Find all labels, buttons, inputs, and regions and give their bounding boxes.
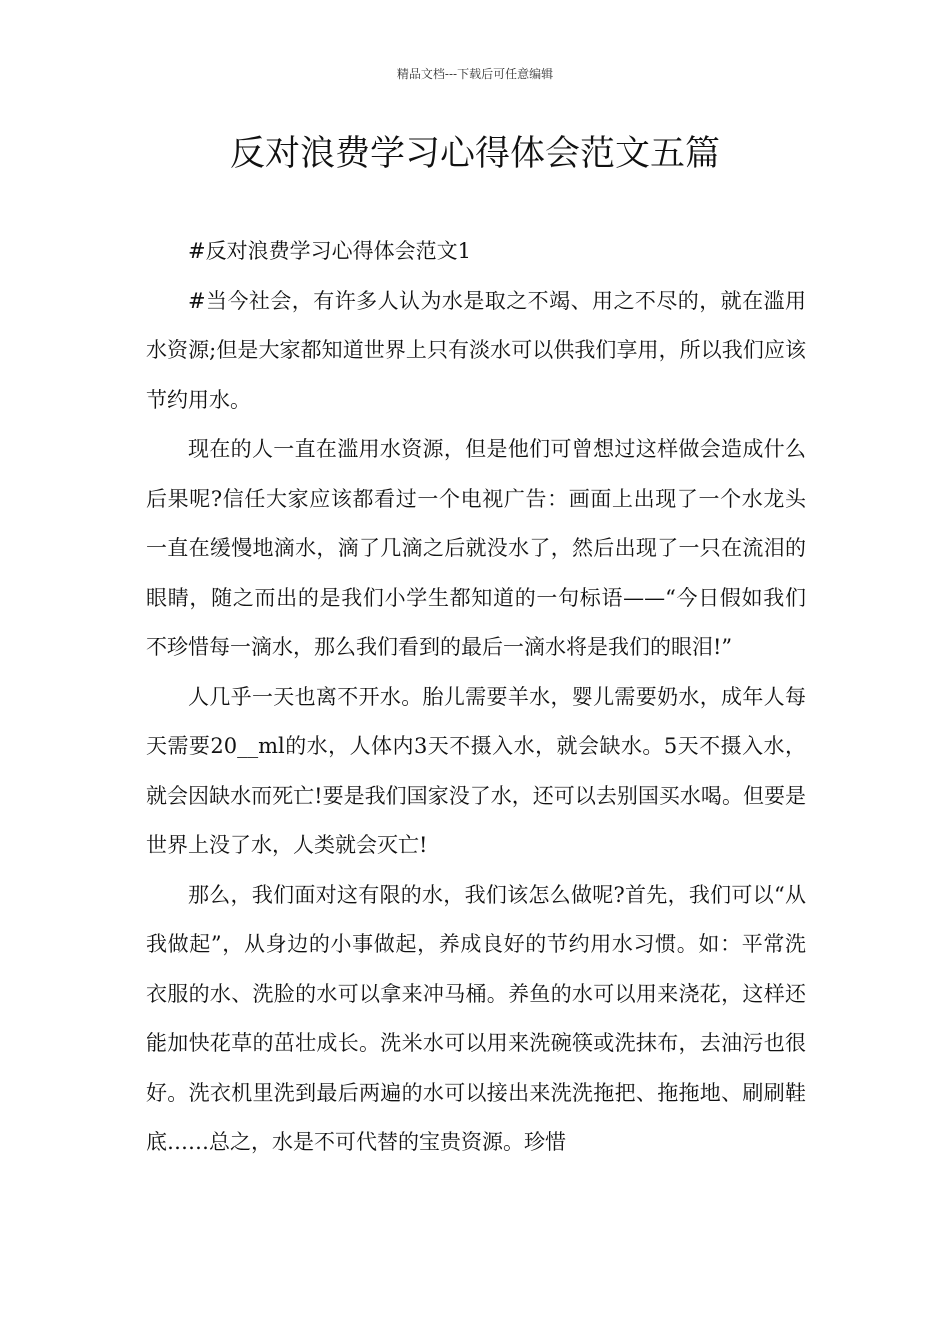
paragraph-1: #当今社会，有许多人认为水是取之不竭、用之不尽的，就在滥用水资源;但是大家都知道世界上只有淡水可以供我们享用，所以我们应该节约用水。 xyxy=(146,288,806,412)
document-title: 反对浪费学习心得体会范文五篇 xyxy=(229,134,720,174)
document-body xyxy=(146,227,806,1168)
paragraph-2: 现在的人一直在滥用水资源，但是他们可曾想过这样做会造成什么后果呢?信任大家应该都看过一个电视广告：画面上出现了一个水龙头一直在缓慢地滴水，滴了几滴之后就没水了，然后出现了一只在流泪的眼睛，随之而出的是我们小学生都知道的一句标语——“今日假如我们不珍惜每一滴水，那么我们看到的最后一滴水将是我们的眼泪!” xyxy=(146,437,806,659)
paragraph-section-heading: #反对浪费学习心得体会范文1 xyxy=(188,239,471,263)
paragraph-3: 人几乎一天也离不开水。胎儿需要羊水，婴儿需要奶水，成年人每天需要20__ml的水，人体内3天不摄入水，就会缺水。5天不摄入水，就会因缺水而死亡!要是我们国家没了水，还可以去别国买水喝。但要是世界上没了水，人类就会灭亡! xyxy=(146,684,806,857)
page-header-note: 精品文档---下载后可任意编辑 xyxy=(396,67,554,81)
paragraph-4: 那么，我们面对这有限的水，我们该怎么做呢?首先，我们可以“从我做起”，从身边的小事做起，养成良好的节约用水习惯。如：平常洗衣服的水、洗脸的水可以拿来冲马桶。养鱼的水可以用来浇花，这样还能加快花草的茁壮成长。洗米水可以用来洗碗筷或洗抹布，去油污也很好。洗衣机里洗到最后两遍的水可以接出来洗洗拖把、拖拖地、刷刷鞋底……总之，水是不可代替的宝贵资源。珍惜 xyxy=(146,882,806,1154)
